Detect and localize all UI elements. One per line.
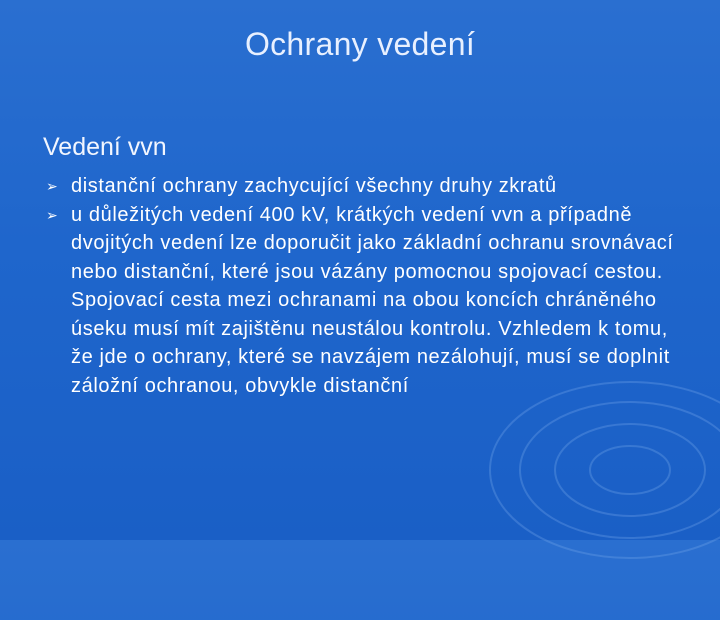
- bullet-item: [46, 201, 686, 401]
- bullet-item: [46, 172, 686, 201]
- section-heading: Vedení vvn: [43, 133, 167, 161]
- slide-title: Ochrany vedení: [244, 26, 476, 62]
- bullet-list: [46, 172, 686, 400]
- bullet-arrow-icon: ➢: [46, 206, 59, 223]
- bullet-text: distanční ochrany zachycující všechny druhy zkratů: [71, 175, 557, 197]
- bullet-text: u důležitých vedení 400 kV, krátkých vedení vvn a případně dvojitých vedení lze doporučit jako základní ochranu srovnávací nebo distanční, které jsou vázány pomocnou spojovací cestou. Spojovací cesta mezi ochranami na obou koncích chráněného úseku musí mít zajištěnu neustálou kontrolu. Vzhledem k tomu, že jde o ochrany, které se navzájem nezálohují, musí se doplnit záložní ochranou, obvykle distanční: [71, 203, 674, 397]
- bullet-arrow-icon: ➢: [46, 178, 59, 194]
